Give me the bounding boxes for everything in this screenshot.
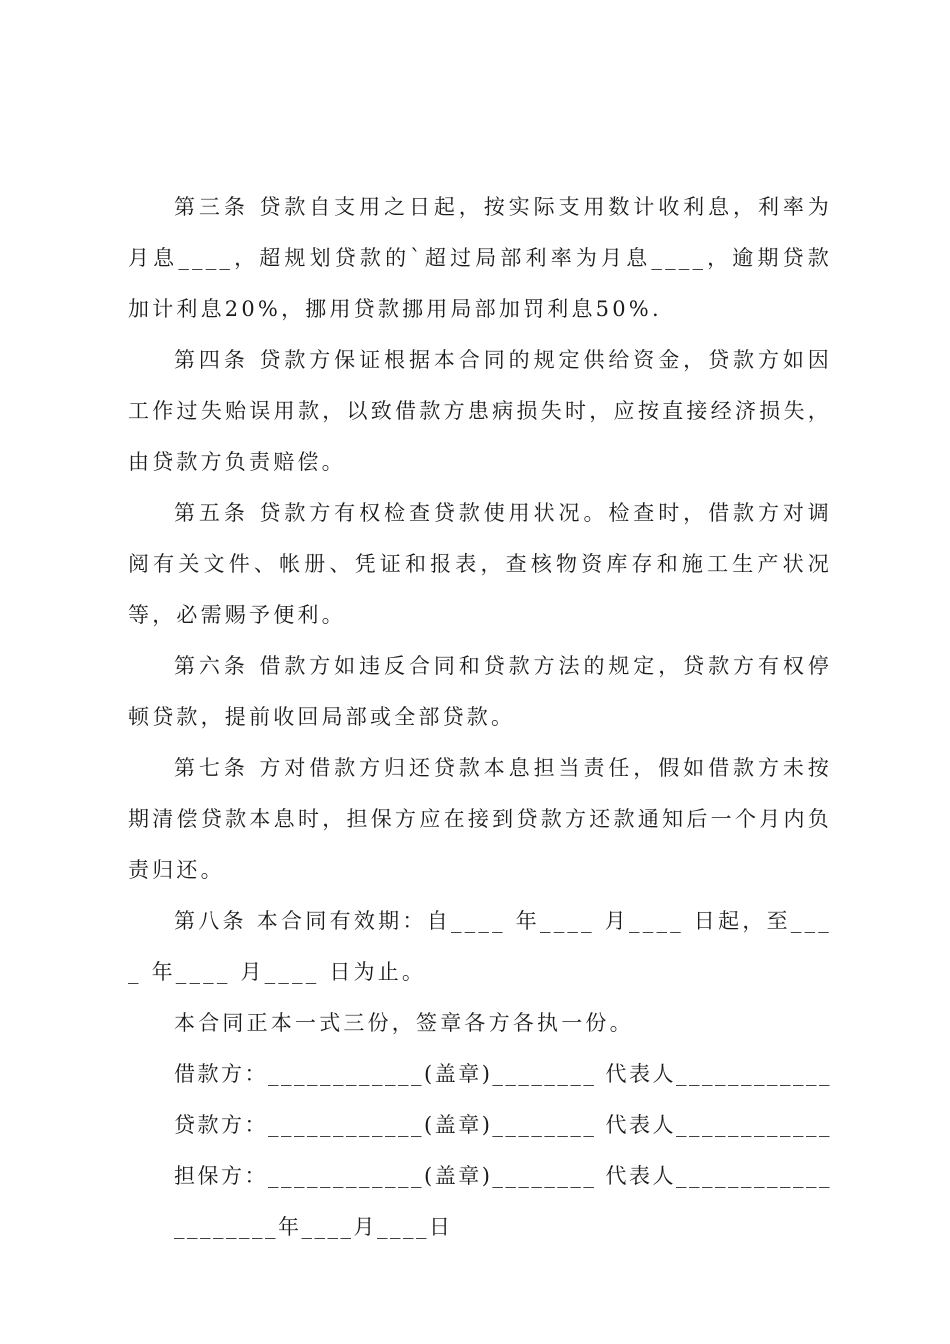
article-5-paragraph: 第五条 贷款方有权检查贷款使用状况。检查时，借款方对调阅有关文件、帐册、凭证和报表，查核物资库存和施工生产状况等，必需赐予便利。 <box>128 501 832 627</box>
copies-note: 本合同正本一式三份，签章各方各执一份。 <box>174 1011 634 1035</box>
article-4-paragraph: 第四条 贷款方保证根据本合同的规定供给资金，贷款方如因工作过失贻误用款，以致借款方患病损失时，应按直接经济损失，由贷款方负责赔偿。 <box>128 348 832 474</box>
article-7-paragraph: 第七条 方对借款方归还贷款本息担当责任，假如借款方未按期清偿贷款本息时，担保方应在接到贷款方还款通知后一个月内负责归还。 <box>128 756 832 882</box>
article-6-paragraph: 第六条 借款方如违反合同和贷款方法的规定，贷款方有权停顿贷款，提前收回局部或全部贷款。 <box>128 654 832 729</box>
article-3-paragraph: 第三条 贷款自支用之日起，按实际支用数计收利息，利率为月息____，超规划贷款的`超过局部利率为月息____，逾期贷款加计利息20%，挪用贷款挪用局部加罚利息50%. <box>128 195 832 321</box>
article-8-paragraph: 第八条 本合同有效期：自____ 年____ 月____ 日起，至____ 年____ 月____ 日为止。 <box>128 909 832 984</box>
lender-signature-line: 贷款方：____________(盖章)________ 代表人____________ <box>174 1113 833 1137</box>
contract-page <box>128 182 832 1253</box>
borrower-signature-line: 借款方：____________(盖章)________ 代表人____________ <box>174 1062 833 1086</box>
signing-date-line: ________年____月____日 <box>174 1215 453 1239</box>
guarantor-signature-line: 担保方：____________(盖章)________ 代表人____________ <box>174 1164 833 1188</box>
